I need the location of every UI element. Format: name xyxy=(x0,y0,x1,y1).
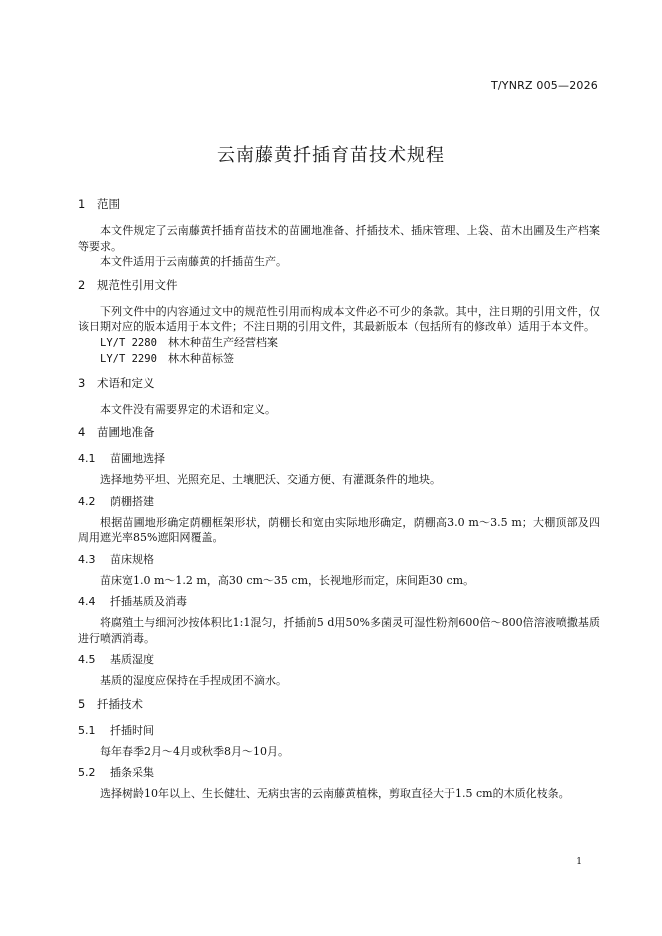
reference-item xyxy=(78,335,600,352)
subsection-heading xyxy=(78,765,600,780)
subsection-title: 插条采集 xyxy=(110,766,154,779)
terms-paragraph: 本文件没有需要界定的术语和定义。 xyxy=(100,402,276,416)
subsection-number: 4.3 xyxy=(78,552,96,566)
document-body xyxy=(78,197,600,802)
scope-paragraph-2: 本文件适用于云南藤黄的扦插苗生产。 xyxy=(100,255,287,268)
subsection-heading xyxy=(78,652,600,667)
references-paragraph: 下列文件中的内容通过文中的规范性引用而构成本文件必不可少的条款。其中，注日期的引用文件，仅该日期对应的版本适用于本文件；不注日期的引用文件，其最新版本（包括所有的修改单）适用于本文件。 xyxy=(78,304,600,333)
subsection-title: 苗圃地选择 xyxy=(110,452,165,465)
subsection-heading xyxy=(78,451,600,466)
section-number: 1 xyxy=(78,197,86,211)
subsection-title: 荫棚搭建 xyxy=(110,494,154,508)
section-title: 范围 xyxy=(97,197,120,211)
section-heading-4 xyxy=(78,425,600,440)
section-title: 规范性引用文件 xyxy=(97,277,178,292)
subsection-heading xyxy=(78,552,600,567)
subsection-heading xyxy=(78,594,600,609)
subsection-text: 苗床宽1.0 m～1.2 m，高30 cm～35 cm，长视地形而定，床间距30 cm。 xyxy=(100,573,475,587)
section-title: 扦插技术 xyxy=(97,696,143,711)
subsection-text: 基质的湿度应保持在手捏成团不滴水。 xyxy=(100,674,287,687)
subsection-number: 4.4 xyxy=(78,595,96,608)
section-number: 4 xyxy=(78,425,86,439)
reference-code: LY/T 2280 xyxy=(100,336,157,349)
subsection-number: 4.2 xyxy=(78,494,96,508)
scope-paragraph-1: 本文件规定了云南藤黄扦插育苗技术的苗圃地准备、扦插技术、插床管理、上袋、苗木出圃及生产档案等要求。 xyxy=(78,224,600,253)
reference-name: 林木种苗生产经营档案 xyxy=(168,335,278,349)
subsection-text: 选择地势平坦、光照充足、土壤肥沃、交通方便、有灌溉条件的地块。 xyxy=(100,473,441,486)
subsection-number: 4.1 xyxy=(78,452,96,465)
subsection-number: 5.1 xyxy=(78,723,96,737)
section-heading-5 xyxy=(78,697,600,712)
section-heading-1 xyxy=(78,197,600,212)
subsection-text: 每年春季2月～4月或秋季8月～10月。 xyxy=(100,744,289,758)
subsection-text: 选择树龄10年以上、生长健壮、无病虫害的云南藤黄植株，剪取直径大于1.5 cm的木质化枝条。 xyxy=(100,787,570,800)
subsection-title: 基质湿度 xyxy=(110,653,154,666)
reference-code: LY/T 2290 xyxy=(100,353,157,365)
standard-code: T/YNRZ 005—2026 xyxy=(490,79,598,92)
reference-item xyxy=(78,351,600,368)
subsection-heading xyxy=(78,723,600,738)
section-title: 术语和定义 xyxy=(97,375,155,390)
reference-name: 林木种苗标签 xyxy=(168,352,234,365)
subsection-heading xyxy=(78,494,600,509)
subsection-number: 4.5 xyxy=(78,653,96,666)
document-title: 云南藤黄扦插育苗技术规程 xyxy=(217,145,445,166)
subsection-title: 扦插时间 xyxy=(110,723,154,737)
page-number: 1 xyxy=(576,857,582,867)
section-heading-2 xyxy=(78,278,600,293)
section-heading-3 xyxy=(78,376,600,391)
subsection-text: 将腐殖土与细河沙按体积比1:1混匀，扦插前5 d用50%多菌灵可湿性粉剂600倍～800倍溶液喷撒基质进行喷洒消毒。 xyxy=(78,616,600,645)
subsection-text: 根据苗圃地形确定荫棚框架形状，荫棚长和宽由实际地形确定，荫棚高3.0 m～3.5 m；大棚顶部及四周用遮光率85%遮阳网覆盖。 xyxy=(78,515,600,544)
subsection-number: 5.2 xyxy=(78,766,96,779)
subsection-title: 苗床规格 xyxy=(110,552,154,566)
section-number: 5 xyxy=(78,696,86,711)
section-number: 2 xyxy=(78,277,86,292)
section-number: 3 xyxy=(78,375,86,390)
subsection-title: 扦插基质及消毒 xyxy=(110,595,187,608)
section-title: 苗圃地准备 xyxy=(97,425,155,439)
